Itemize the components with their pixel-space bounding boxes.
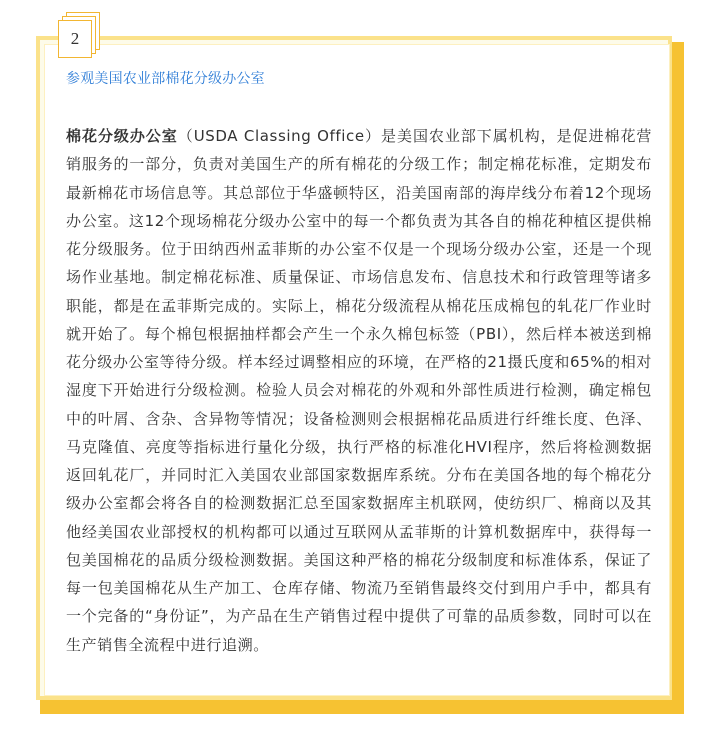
section-title: 参观美国农业部棉花分级办公室 (66, 71, 265, 87)
badge-front-sheet (58, 20, 92, 58)
page-number: 2 (70, 29, 80, 48)
article-text: （USDA Classing Office）是美国农业部下属机构，是促进棉花营销服务的一部分，负责对美国生产的所有棉花的分级工作；制定棉花标准，定期发布最新棉花市场信息等。其总部位于华盛顿特区，沿美国南部的海岸线分布着12个现场办公室。这12个现场棉花分级办公室中的每一个都负责为其各自的棉花种植区提供棉花分级服务。位于田纳西州孟菲斯的办公室不仅是一个现场分级办公室，还是一个现场作业基地。制定棉花标准、质量保证、市场信息发布、信息技术和行政管理等诸多职能，都是在孟菲斯完成的。实际上，棉花分级流程从棉花压成棉包的轧花厂作业时就开始了。每个棉包根据抽样都会产生一个永久棉包标签（PBI），然后样本被送到棉花分级办公室等待分级。样本经过调整相应的环境，在严格的21摄氏度和65%的相对湿度下开始进行分级检测。检验人员会对棉花的外观和外部性质进行检测，确定棉包中的叶屑、含杂、含异物等情况；设备检测则会根据棉花品质进行纤维长度、色泽、马克隆值、亮度等指标进行量化分级，执行严格的标准化HVI程序，然后将检测数据返回轧花厂，并同时汇入美国农业部国家数据库系统。分布在美国各地的每个棉花分级办公室都会将各自的检测数据汇总至国家数据库主机联网，使纺织厂、棉商以及其他经美国农业部授权的机构都可以通过互联网从孟菲斯的计算机数据库中，获得每一包美国棉花的品质分级检测数据。美国这种严格的棉花分级制度和标准体系，保证了每一包美国棉花从生产加工、仓库存储、物流乃至销售最终交付到用户手中，都具有一个完备的“身份证”，为产品在生产销售过程中提供了可靠的品质参数，同时可以在生产销售全流程中进行追溯。 (66, 127, 653, 654)
page-number-badge (58, 12, 102, 60)
article-lead: 棉花分级办公室 (66, 127, 178, 145)
article-body (66, 122, 652, 659)
